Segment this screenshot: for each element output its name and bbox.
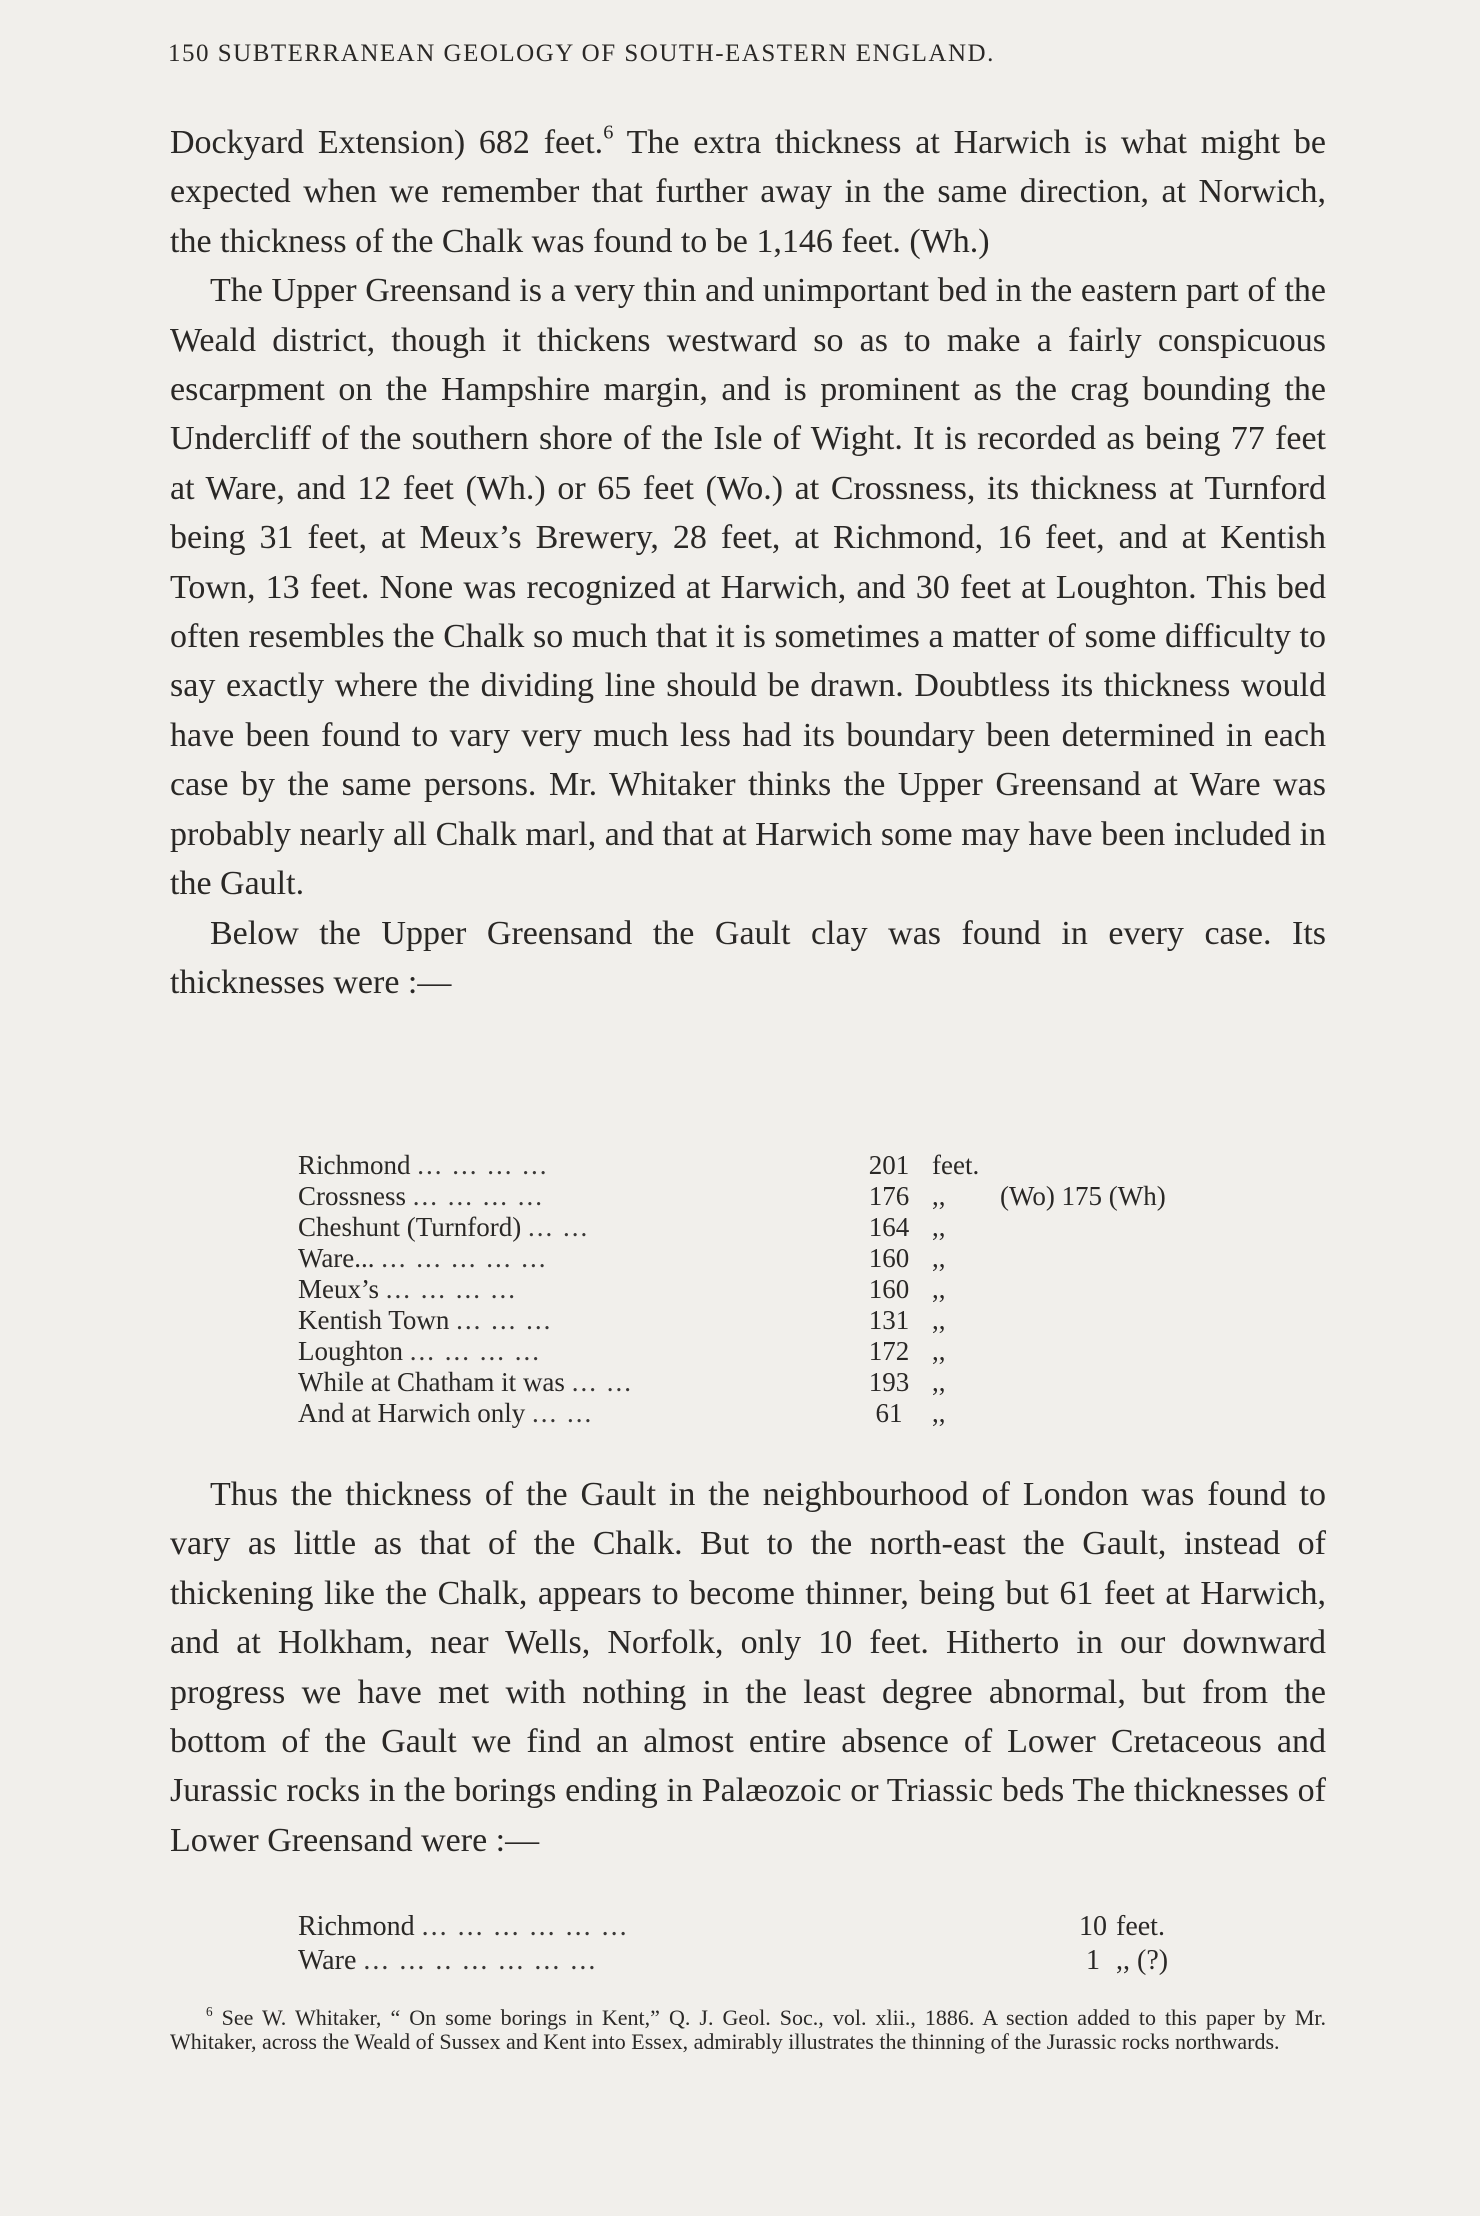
place-name: Cheshunt (Turnford) (298, 1212, 522, 1242)
leader-dots: ... ... ... (456, 1305, 553, 1335)
paragraph-gault-conclusion: Thus the thickness of the Gault in the neighbourhood of London was found to vary as little as that of the Chalk. But to the north-east the Gault, instead of thickening like the Chalk, appears to become thinner, being but 61 feet at Harwich, and at Holkham, near Wells, Norfolk, only 10 feet. Hitherto in our downward progress we have met with nothing in the least degree abnormal, but from the bottom of the Gault we find an almost entire absence of Lower Cretaceous and Jurassic rocks in the borings ending in Palæozoic or Triassic beds The thicknesses of Lower Greensand were :— (170, 1476, 1326, 1859)
paragraph-text-after: The extra thickness at Harwich is what might be expected when we remember that further away in the same direction, at Norwich, the thickness of the Chalk was found to be 1,146 feet. (Wh.) (170, 124, 1326, 260)
place-name: Meux’s (298, 1274, 379, 1304)
leader-dots: ... ... .. ... ... ... ... (363, 1945, 598, 1976)
value-cell: 193 (868, 1367, 910, 1397)
unit-cell: ,, (932, 1367, 946, 1397)
place-cell (298, 1150, 549, 1181)
place-cell (298, 1910, 629, 1944)
note-cell: (Wo) 175 (Wh) (1000, 1181, 1166, 1211)
place-cell (298, 1305, 552, 1336)
unit-cell: feet. (932, 1150, 980, 1180)
place-name: Kentish Town (298, 1305, 450, 1335)
unit-cell: ,, (932, 1181, 946, 1211)
value-cell: 10 (1079, 1911, 1107, 1942)
unit-cell: ,, (932, 1336, 946, 1366)
place-name: Richmond (298, 1150, 411, 1180)
value-cell: 131 (868, 1305, 910, 1335)
footnote (170, 2003, 1326, 2054)
leader-dots: ... ... (571, 1367, 633, 1397)
place-name: Ware (298, 1945, 357, 1976)
footnote-reference: 6 (603, 121, 614, 144)
paragraph-text: Dockyard Extension) 682 feet. (170, 124, 604, 161)
place-cell (298, 1367, 633, 1398)
place-cell (298, 1243, 548, 1274)
place-name: And at Harwich only (298, 1398, 526, 1428)
leader-dots: ... ... ... ... ... ... (421, 1911, 629, 1942)
unit-cell: ,, (932, 1398, 946, 1428)
leader-dots: ... ... ... ... ... (381, 1243, 548, 1273)
value-cell: 1 (1086, 1945, 1100, 1976)
main-text (170, 118, 1326, 1007)
place-cell (298, 1944, 597, 1978)
leader-dots: ... ... ... ... (412, 1181, 545, 1211)
place-cell (298, 1398, 593, 1429)
running-header: 150 SUBTERRANEAN GEOLOGY OF SOUTH-EASTERN ENGLAND. (168, 40, 995, 67)
value-cell: 61 (875, 1398, 903, 1428)
unit-cell: ,, (932, 1274, 946, 1304)
place-name: Ware... (298, 1243, 375, 1273)
main-text-continued (170, 1470, 1326, 1865)
footnote-body (170, 2003, 1326, 2054)
leader-dots: ... ... ... ... (417, 1150, 549, 1180)
footnote-marker: 6 (206, 2003, 213, 2019)
paragraph-gault-intro: Below the Upper Greensand the Gault clay was found in every case. Its thicknesses were :— (170, 914, 1326, 1001)
paragraph-continuation (170, 118, 1326, 266)
place-cell (298, 1181, 544, 1212)
value-cell: 160 (868, 1243, 910, 1273)
value-cell: 160 (868, 1274, 910, 1304)
unit-cell: ,, (932, 1243, 946, 1273)
paragraph-upper-greensand: The Upper Greensand is a very thin and unimportant bed in the eastern part of the Weald district, though it thickens westward so as to make a fairly conspicuous escarpment on the Hampshire margin, and is prominent as the crag bounding the Undercliff of the southern shore of the Isle of Wight. It is recorded as being 77 feet at Ware, and 12 feet (Wh.) or 65 feet (Wo.) at Crossness, its thickness at Turnford being 31 feet, at Meux’s Brewery, 28 feet, at Richmond, 16 feet, and at Kentish Town, 13 feet. None was recognized at Harwich, and 30 feet at Loughton. This bed often resembles the Chalk so much that it is sometimes a matter of some difficulty to say exactly where the dividing line should be drawn. Doubtless its thickness would have been found to vary very much less had its boundary been determined in each case by the same persons. Mr. Whitaker thinks the Upper Greensand at Ware was probably nearly all Chalk marl, and that at Harwich some may have been included in the Gault. (170, 272, 1326, 903)
place-cell (298, 1212, 589, 1243)
value-cell: 172 (868, 1336, 910, 1366)
leader-dots: ... ... (531, 1398, 594, 1428)
place-name: Richmond (298, 1911, 415, 1942)
place-name: Crossness (298, 1181, 407, 1211)
unit-cell: ,, (932, 1212, 946, 1242)
value-cell: 176 (868, 1181, 910, 1211)
leader-dots: ... ... ... ... (385, 1274, 517, 1304)
footnote-text: See W. Whitaker, “ On some borings in Kent,” Q. J. Geol. Soc., vol. xlii., 1886. A section added to this paper by Mr. Whitaker, across the Weald of Sussex and Kent into Essex, admirably illustrates the thinning of the Jurassic rocks northwards. (170, 2005, 1326, 2054)
place-name: Loughton (298, 1336, 403, 1366)
leader-dots: ... ... (528, 1212, 590, 1242)
unit-cell: feet. (1116, 1911, 1165, 1942)
leader-dots: ... ... ... ... (409, 1336, 541, 1366)
place-cell (298, 1336, 541, 1367)
place-name: While at Chatham it was (298, 1367, 565, 1397)
value-cell: 201 (868, 1150, 910, 1180)
value-cell: 164 (868, 1212, 910, 1242)
unit-cell: ,, (932, 1305, 946, 1335)
unit-cell: ,, (?) (1116, 1945, 1169, 1976)
place-cell (298, 1274, 517, 1305)
